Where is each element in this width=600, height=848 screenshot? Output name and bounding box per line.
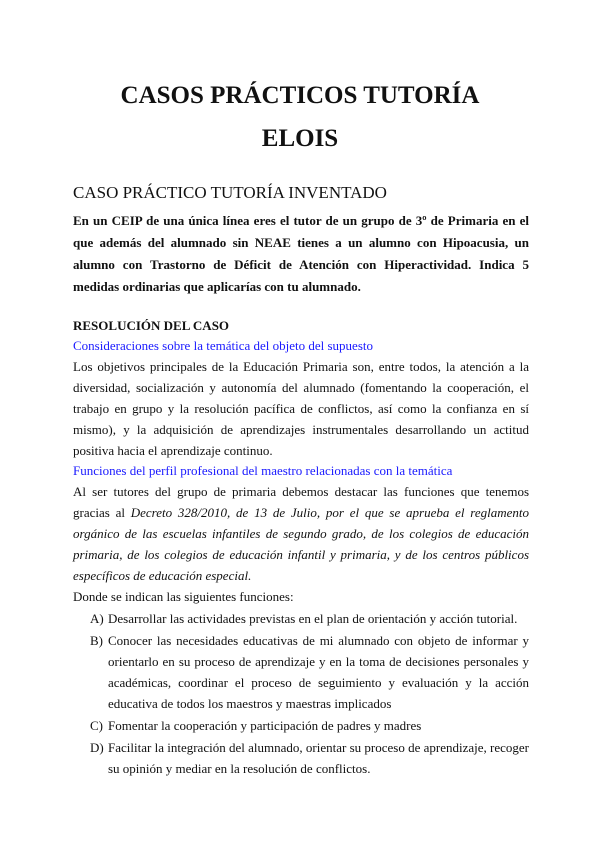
list-text: Fomentar la cooperación y participación de padres y madres [108, 718, 422, 733]
list-item [73, 630, 529, 714]
section2-title: Funciones del perfil profesional del maestro relacionadas con la temática [73, 463, 453, 478]
list-text: Conocer las necesidades educativas de mi alumnado con objeto de informar y orientarlo en su proceso de aprendizaje y en la toma de decisiones personales y académicas, coordinar el proceso de seguimiento y evaluación y la acción educativa de todos los maestros y maestras implicados [108, 633, 529, 711]
functions-list [73, 608, 529, 779]
case-heading: CASO PRÁCTICO TUTORÍA INVENTADO [73, 183, 387, 202]
section2-intro: Al ser tutores del grupo de primaria debemos destacar las funciones que tenemos gracias al [73, 484, 529, 520]
document-title-line1: CASOS PRÁCTICOS TUTORÍA [120, 82, 480, 109]
list-letter: B) [90, 633, 103, 648]
decree-reference: Decreto 328/2010, de 13 de Julio, por el que se aprueba el reglamento orgánico de las escuelas infantiles de segundo grado, de los colegios de educación primaria, de los colegios de educación infantil y primaria, y de los centros públicos específicos de educación especial. [73, 505, 530, 583]
section2-outro: Donde se indican las siguientes funciones: [73, 589, 294, 604]
list-item [73, 608, 529, 629]
list-letter: C) [90, 718, 103, 733]
list-letter: D) [90, 740, 104, 755]
list-text: Desarrollar las actividades previstas en el plan de orientación y acción tutorial. [108, 611, 518, 626]
section1-text: Los objetivos principales de la Educación Primaria son, entre todos, la atención a la diversidad, socialización y autonomía del alumnado (fomentando la cooperación, el trabajo en grupo y la resolución pacífica de conflictos, así como la confianza en sí mismo), y la adquisición de aprendizajes instrumentales desarrollando un actitud positiva hacia el aprendizaje continuo. [73, 359, 529, 458]
list-text: Facilitar la integración del alumnado, orientar su proceso de aprendizaje, recoger su opinión y mediar en la resolución de conflictos. [108, 740, 529, 776]
list-item [73, 715, 529, 736]
resolution-heading: RESOLUCIÓN DEL CASO [73, 318, 230, 333]
section1-title: Consideraciones sobre la temática del objeto del supuesto [73, 338, 373, 353]
list-item [73, 737, 529, 779]
document-title-line2: ELOIS [261, 125, 339, 152]
section2-paragraph [73, 481, 529, 607]
list-letter: A) [90, 611, 104, 626]
case-statement: En un CEIP de una única línea eres el tutor de un grupo de 3º de Primaria en el que además del alumnado sin NEAE tienes a un alumno con Hipoacusia, un alumno con Trastorno de Déficit de Atención con Hiperactividad. Indica 5 medidas ordinarias que aplicarías con tu alumnado. [73, 213, 529, 294]
